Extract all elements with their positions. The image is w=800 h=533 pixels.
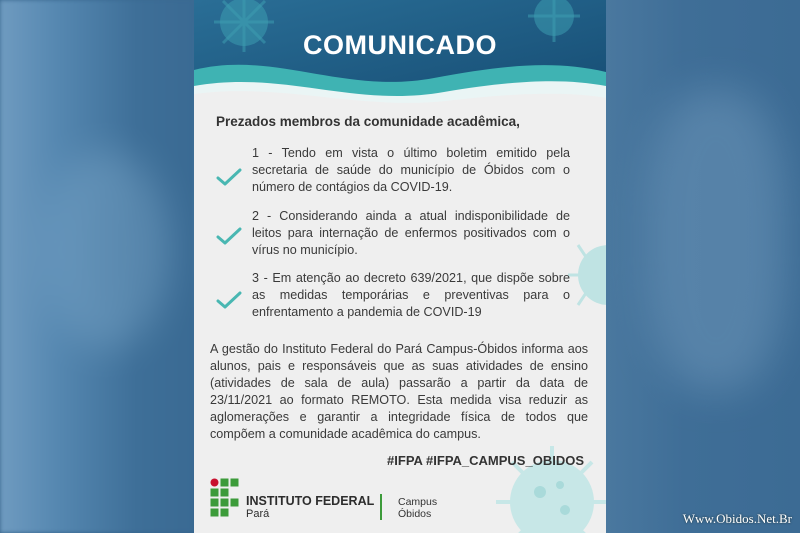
checkmark-icon: [216, 167, 242, 187]
checkmark-icon: [216, 226, 242, 246]
site-watermark: Www.Obidos.Net.Br: [682, 511, 792, 526]
hashtags: #IFPA #IFPA_CAMPUS_OBIDOS: [387, 453, 584, 468]
campus-line-1: Campus: [398, 496, 438, 508]
blurred-background-right: [606, 0, 800, 533]
announcement-card: [194, 0, 606, 533]
campus-line-2: Óbidos: [398, 508, 432, 520]
campus-label: [398, 496, 437, 520]
list-item-text: 1 - Tendo em vista o último boletim emitido pela secretaria de saúde do município de Óbidos com o número de contágios da COVID-19.: [252, 146, 570, 194]
card-header: [194, 0, 606, 110]
logo-divider: [380, 494, 382, 520]
greeting-text: Prezados membros da comunidade acadêmica,: [216, 114, 520, 129]
list-item-text: 3 - Em atenção ao decreto 639/2021, que dispõe sobre as medidas temporárias e preventivas para o enfrentamento a pandemia de COVID-19: [252, 271, 570, 319]
institution-state: Pará: [246, 508, 270, 520]
checkmark-icon: [216, 290, 242, 310]
virus-decoration-icon: [568, 220, 606, 330]
institution-name: INSTITUTO FEDERAL: [246, 494, 375, 508]
ifpa-logo-icon: [210, 478, 240, 518]
announcement-body: A gestão do Instituto Federal do Pará Campus-Óbidos informa aos alunos, pais e responsáveis que as suas atividades de ensino (atividades de sala de aula) passarão a partir da data de 23/11/2021 ao formato REMOTO. Esta medida visa reduzir as aglomerações e garantir a integridade física de todos que compõem a comunidade acadêmica do campus.: [210, 342, 588, 441]
announcement-title: COMUNICADO: [303, 30, 497, 60]
blurred-background-left: [0, 0, 195, 533]
list-item-text: 2 - Considerando ainda a atual indisponibilidade de leitos para internação de enfermos positivados com o vírus no município.: [252, 209, 570, 257]
